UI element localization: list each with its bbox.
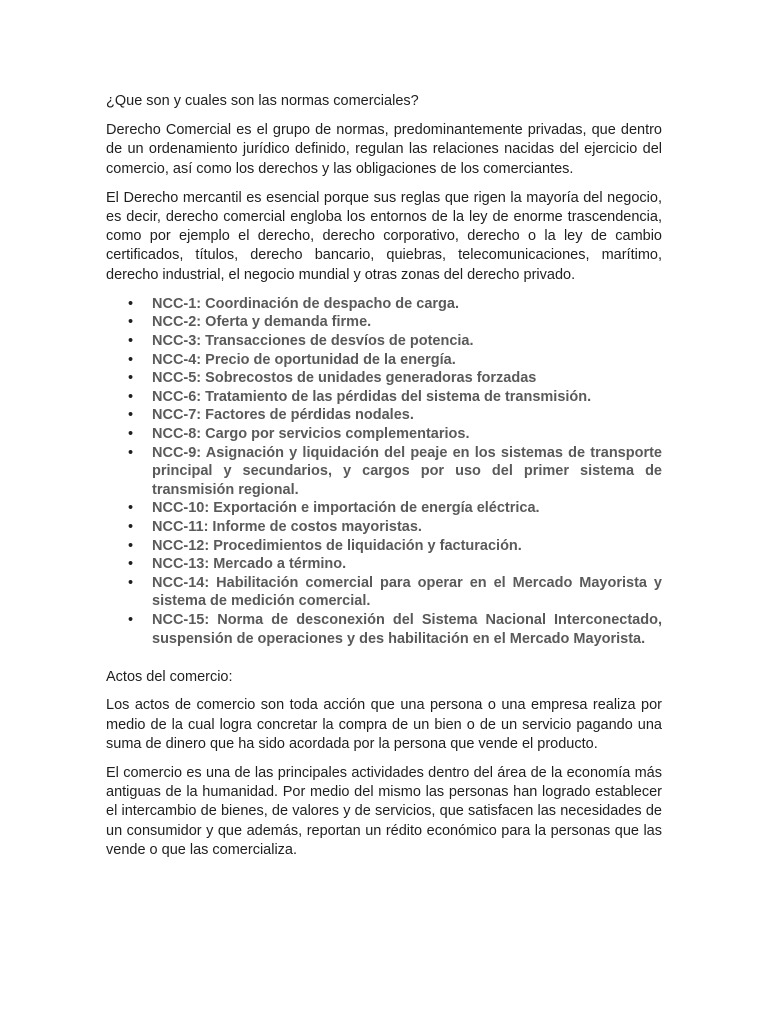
bullet-icon: • <box>128 388 134 405</box>
ncc-list-item <box>106 555 662 574</box>
ncc-list-item <box>106 444 662 500</box>
ncc-list-item <box>106 499 662 518</box>
bullet-icon: • <box>128 537 134 554</box>
ncc-list <box>106 295 662 648</box>
bullet-icon: • <box>128 556 134 573</box>
ncc-item-text: NCC-10: Exportación e importación de energía eléctrica. <box>152 500 540 517</box>
bullet-icon: • <box>128 574 134 591</box>
ncc-item-text: NCC-13: Mercado a término. <box>152 556 347 573</box>
bullet-icon: • <box>128 500 134 517</box>
document-page <box>106 92 662 870</box>
bullet-icon: • <box>128 314 134 331</box>
ncc-item-text: NCC-4: Precio de oportunidad de la energía. <box>152 351 456 368</box>
ncc-item-text: NCC-7: Factores de pérdidas nodales. <box>152 407 414 424</box>
bullet-icon: • <box>128 333 134 350</box>
ncc-item-text: NCC-15: Norma de desconexión del Sistema Nacional Interconectado, suspensión de operaciones y des habilitación en el Mercado Mayorista. <box>152 611 662 647</box>
ncc-item-text: NCC-9: Asignación y liquidación del peaje en los sistemas de transporte principal y secundarios, y cargos por uso del primer sistema de transmisión regional. <box>152 444 662 498</box>
ncc-item-text: NCC-3: Transacciones de desvíos de potencia. <box>152 333 474 350</box>
question-heading: ¿Que son y cuales son las normas comerciales? <box>106 93 419 109</box>
ncc-list-item <box>106 295 662 314</box>
bullet-icon: • <box>128 370 134 387</box>
ncc-list-item <box>106 425 662 444</box>
ncc-item-text: NCC-14: Habilitación comercial para operar en el Mercado Mayorista y sistema de medición comercial. <box>152 574 662 610</box>
ncc-list-item <box>106 313 662 332</box>
bullet-icon: • <box>128 425 134 442</box>
ncc-item-text: NCC-6: Tratamiento de las pérdidas del sistema de transmisión. <box>152 388 592 405</box>
paragraph-comercio-economia: El comercio es una de las principales actividades dentro del área de la economía más antiguas de la humanidad. Por medio del mismo las personas han logrado establecer el intercambio de bienes, de valores y de servicios, que satisfacen las necesidades de un consumidor y que además, reportan un rédito económico para la personas que las vende o que las comercializa. <box>106 764 662 858</box>
ncc-list-item <box>106 518 662 537</box>
ncc-item-text: NCC-8: Cargo por servicios complementarios. <box>152 425 470 442</box>
bullet-icon: • <box>128 444 134 461</box>
ncc-list-item <box>106 332 662 351</box>
ncc-list-item <box>106 406 662 425</box>
ncc-item-text: NCC-12: Procedimientos de liquidación y facturación. <box>152 537 522 554</box>
ncc-list-item <box>106 574 662 611</box>
ncc-list-item <box>106 351 662 370</box>
ncc-item-text: NCC-11: Informe de costos mayoristas. <box>152 518 422 535</box>
paragraph-derecho-mercantil: El Derecho mercantil es esencial porque sus reglas que rigen la mayoría del negocio, es decir, derecho comercial engloba los entornos de la ley de enorme trascendencia, como por ejemplo el derecho, derecho corporativo, derecho o la ley de cambio certificados, títulos, derecho bancario, quiebras, telecomunicaciones, marítimo, derecho industrial, el negocio mundial y otras zonas del derecho privado. <box>106 189 662 283</box>
section-title-actos: Actos del comercio: <box>106 669 233 686</box>
ncc-list-item <box>106 388 662 407</box>
ncc-list-item <box>106 369 662 388</box>
bullet-icon: • <box>128 295 134 312</box>
bullet-icon: • <box>128 351 134 368</box>
paragraph-actos-comercio: Los actos de comercio son toda acción que una persona o una empresa realiza por medio de la cual logra concretar la compra de un bien o de un servicio pagando una suma de dinero que ha sido acordada por la persona que vende el producto. <box>106 697 662 752</box>
ncc-item-text: NCC-1: Coordinación de despacho de carga. <box>152 295 459 312</box>
ncc-item-text: NCC-5: Sobrecostos de unidades generadoras forzadas <box>152 370 537 387</box>
bullet-icon: • <box>128 518 134 535</box>
ncc-item-text: NCC-2: Oferta y demanda firme. <box>152 314 372 331</box>
paragraph-derecho-comercial: Derecho Comercial es el grupo de normas, predominantemente privadas, que dentro de un ordenamiento jurídico definido, regulan las relaciones nacidas del ejercicio del comercio, así como los derechos y las obligaciones de los comerciantes. <box>106 122 662 177</box>
bullet-icon: • <box>128 407 134 424</box>
bullet-icon: • <box>128 611 134 628</box>
ncc-list-item <box>106 537 662 556</box>
ncc-list-item <box>106 611 662 648</box>
